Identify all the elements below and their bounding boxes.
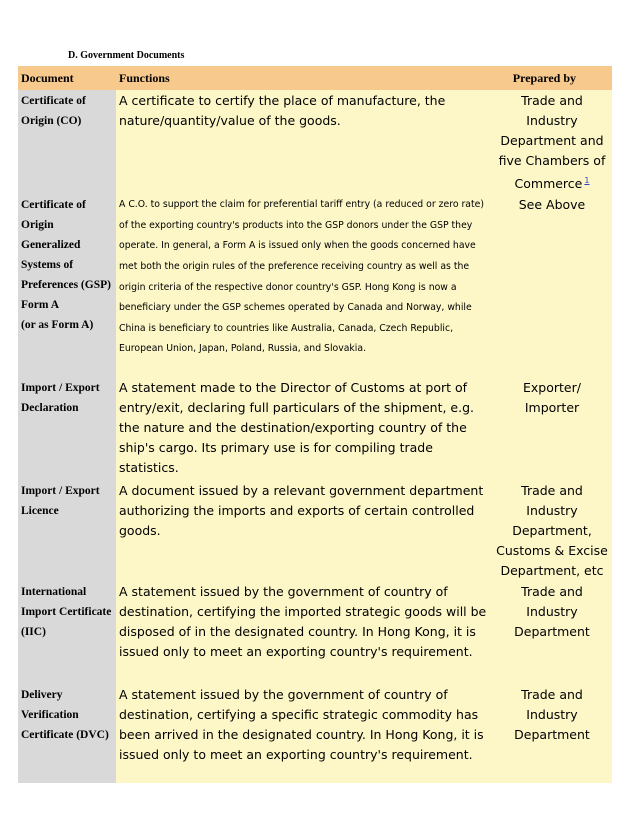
document-name-line: Form A (21, 299, 60, 312)
header-document: Document (18, 66, 116, 90)
document-name-cell (18, 581, 116, 684)
document-name-line: Origin (CO) (21, 115, 82, 127)
document-name-cell (18, 480, 116, 581)
functions-cell: A statement made to the Director of Customs at port of entry/exit, declaring full particulars of the shipment, e.g. the nature and the destination/exporting country of the ship's cargo. Its primary use is for compiling trade statistics. (116, 377, 492, 480)
table-row (18, 377, 612, 480)
document-name-line: Certificate of (21, 95, 86, 107)
document-name-line: Systems of (21, 259, 74, 272)
document-name-line: Certificate of (21, 199, 86, 212)
document-name-line: Generalized (21, 239, 81, 252)
document-name-cell (18, 684, 116, 783)
prepared-by-cell: Trade and Industry Department, Customs & Excise Department, etc (492, 480, 612, 581)
table-row (18, 480, 612, 581)
document-name-cell (18, 194, 116, 377)
document-name-line: Import / Export (21, 485, 100, 498)
prepared-by-cell (492, 90, 612, 194)
document-name-line: Licence (21, 505, 59, 518)
document-name-line: Import / Export (21, 382, 100, 395)
document-name-line: International (21, 586, 87, 599)
functions-cell: A statement issued by the government of country of destination, certifying a specific strategic commodity has been arrived in the designated country. In Hong Kong, it is issued only to meet an exporting country's requirement. (116, 684, 492, 783)
table-row (18, 684, 612, 783)
prepared-by-cell: Trade and Industry Department (492, 684, 612, 783)
document-name-line: (IIC) (21, 626, 46, 639)
prepared-by-cell: Trade and Industry Department (492, 581, 612, 684)
section-title: D. Government Documents (68, 50, 185, 61)
table-header-row (18, 66, 612, 90)
table-row (18, 194, 612, 377)
functions-cell: A statement issued by the government of country of destination, certifying the imported strategic goods will be disposed of in the designated country. In Hong Kong, it is issued only to meet an exporting country's requirement. (116, 581, 492, 684)
document-name-line: Certificate (DVC) (21, 729, 109, 742)
footnote-link[interactable]: 1 (584, 176, 590, 185)
functions-cell: A certificate to certify the place of manufacture, the nature/quantity/value of the goods. (116, 90, 492, 194)
prepared-by-cell: See Above (492, 194, 612, 377)
header-prepared-by: Prepared by (492, 66, 612, 90)
table-row (18, 90, 612, 194)
table-row (18, 581, 612, 684)
document-name-cell (18, 377, 116, 480)
document-name-line: Origin (21, 219, 54, 232)
document-name-cell (18, 90, 116, 194)
header-functions: Functions (116, 66, 492, 90)
prepared-by-text: Trade and Industry Department and five Chambers of Commerce (498, 93, 606, 192)
document-name-line: Preferences (GSP) (21, 279, 111, 292)
document-name-line: (or as Form A) (21, 319, 94, 332)
functions-cell: A document issued by a relevant government department authorizing the imports and exports of certain controlled goods. (116, 480, 492, 581)
document-name-line: Declaration (21, 402, 79, 415)
prepared-by-cell: Exporter/ Importer (492, 377, 612, 480)
document-name-line: Delivery (21, 689, 63, 702)
document-name-line: Verification (21, 709, 79, 722)
government-documents-table (18, 66, 612, 783)
document-name-line: Import Certificate (21, 606, 112, 619)
functions-cell: A C.O. to support the claim for preferential tariff entry (a reduced or zero rate) of the exporting country's products into the GSP donors under the GSP they operate. In general, a Form A is issued only when the goods concerned have met both the origin rules of the preference receiving country as well as the origin criteria of the respective donor country's GSP. Hong Kong is now a beneficiary under the GSP schemes operated by Canada and Norway, while China is beneficiary to countries like Australia, Canada, Czech Republic, European Union, Japan, Poland, Russia, and Slovakia. (116, 194, 492, 377)
